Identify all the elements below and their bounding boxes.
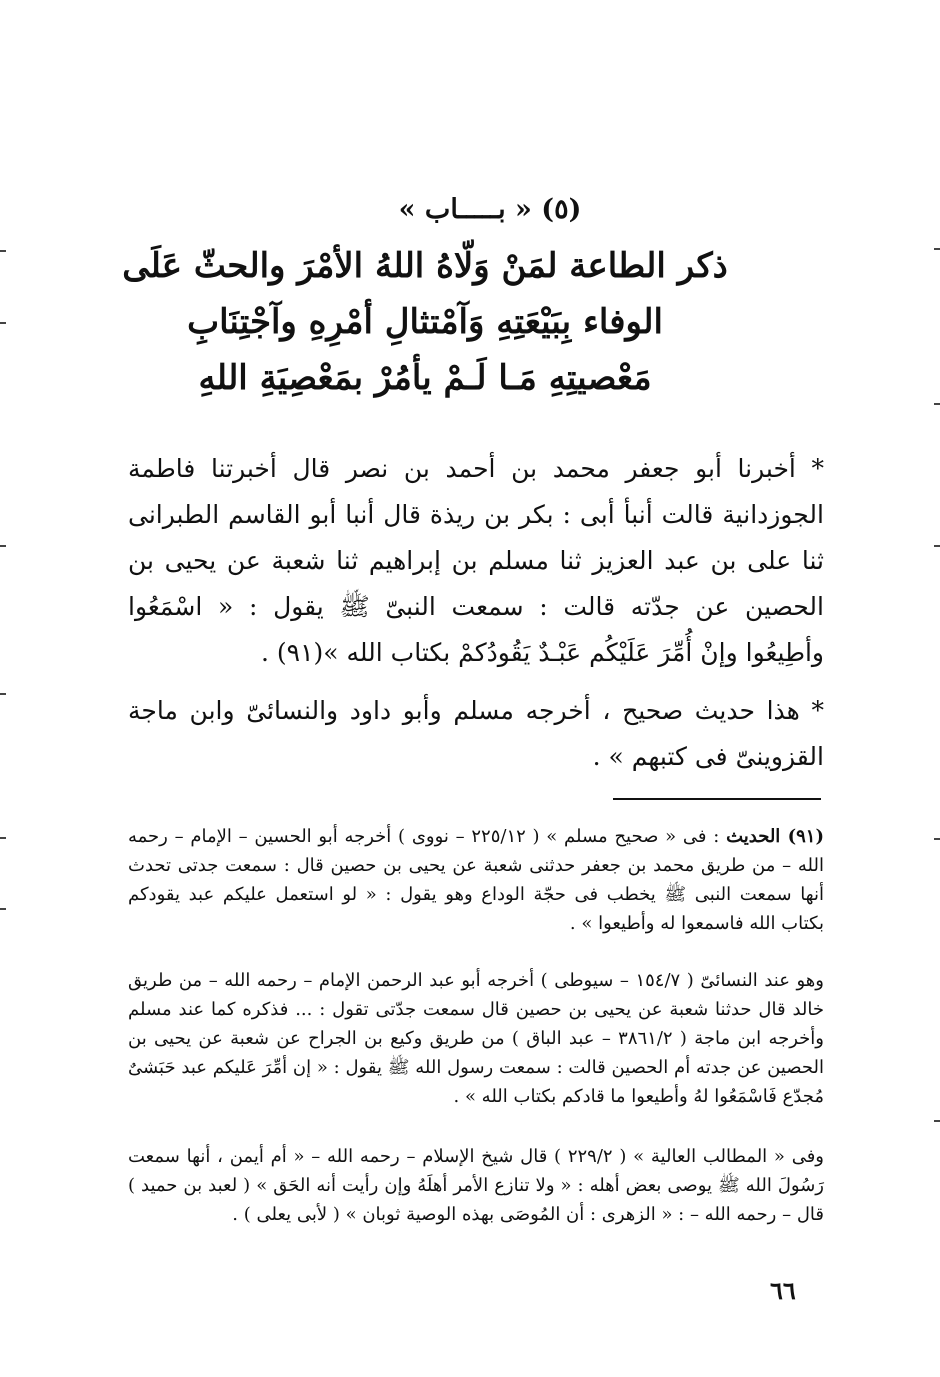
margin-tick <box>0 250 6 252</box>
footnote-nasai: وهو عند النسائىّ ( ١٥٤/٧ – سيوطى ) أخرجه أبو عبد الرحمن الإمام – رحمه الله – من طريق خالد قال حدثنا شعبة عن يحيى بن حصين قال سمعت جدّتى تقول : ... فذكره كما عند مسلم وأخرجه ابن ماجة ( ٣٨٦١/٢ – عبد الباق ) من طريق وكيع بن الجراح عن شعبة عن يحيى بن الحصين عن جدته أم الحصين قالت : سمعت رسول الله ﷺ يقول : « إن أمِّرَ عَليكم عبد حَبَشىٌ مُجدّع فَاسْمَعُوا لهُ وأطيعوا ما قادكم بكتاب الله » . <box>128 970 824 1107</box>
page-number: ٦٦ <box>770 1276 796 1305</box>
footnote-label: (٩١) الحديث <box>726 826 824 847</box>
margin-tick <box>0 908 6 910</box>
margin-tick <box>0 545 6 547</box>
margin-tick <box>934 248 940 250</box>
margin-tick <box>934 1120 940 1122</box>
margin-tick <box>0 837 6 839</box>
chapter-number: (٥) « بـــــاب » <box>398 194 582 225</box>
footnote-separator <box>613 798 821 800</box>
grading-paragraph: * هذا حديث صحيح ، أخرجه مسلم وأبو داود والنسائىّ وابن ماجة القزوينىّ فى كتبهم » . <box>128 696 824 771</box>
hadith-paragraph: * أخبرنا أبو جعفر محمد بن أحمد بن نصر قال أخبرتنا فاطمة الجوزدانية قالت أنبأ أبى : بكر بن ريذة قال أنبا أبو القاسم الطبرانى ثنا على بن عبد العزيز ثنا مسلم بن إبراهيم ثنا شعبة عن يحيى بن الحصين عن جدّته قالت : سمعت النبىّ ﷺ يقول : « اسْمَعُوا وأطِيعُوا وإنْ أُمِّرَ عَلَيْكُم عَبْـدٌ يَقُودُكمْ بكتاب الله »(٩١) . <box>128 454 824 667</box>
margin-tick <box>934 838 940 840</box>
margin-tick <box>0 322 6 324</box>
margin-tick <box>934 403 940 405</box>
margin-tick <box>0 693 6 695</box>
footnote-text: : فى « صحيح مسلم » ( ٢٢٥/١٢ – نووى ) أخرجه أبو الحسين – الإمام – رحمه الله – من طريق محمد بن جعفر حدثنى شعبة عن يحيى بن حصين قال : سمعت جدتى تحدث أنها سمعت النبى ﷺ يخطب فى حجّة الوداع وهو يقول : « لو استعمل عليكم عبد يقودكم بكتاب الله فاسمعوا له وأطيعوا » . <box>128 826 824 934</box>
footnote-91 <box>128 822 824 938</box>
footnote-matalib: وفى « المطالب العالية » ( ٢٢٩/٢ ) قال شيخ الإسلام – رحمه الله – « أم أيمن ، أنها سمعت رَسُولَ الله ﷺ يوصى بعض أهله : « ولا تنازع الأمر أهلَهُ وإن رأيت أنه الحَق » ( لعبد بن حميد ) قال – رحمه الله – : « الزهرى : أن المُوصَى بهذه الوصية ثوبان » ( لأبى يعلى ) . <box>128 1146 824 1225</box>
margin-tick <box>934 545 940 547</box>
chapter-title-line-2: الوفاء بِبَيْعَتِهِ وَآمْتثالِ أمْرِهِ وآجْتِنَابِ <box>187 302 663 342</box>
chapter-title-line-1: ذكر الطاعة لمَنْ وَلّاهُ اللهُ الأمْرَ والحثّ عَلَى <box>122 246 728 286</box>
chapter-title-line-3: مَعْصيتِهِ مَـا لَـمْ يأمُرْ بمَعْصِيَةِ اللهِ <box>198 358 652 398</box>
